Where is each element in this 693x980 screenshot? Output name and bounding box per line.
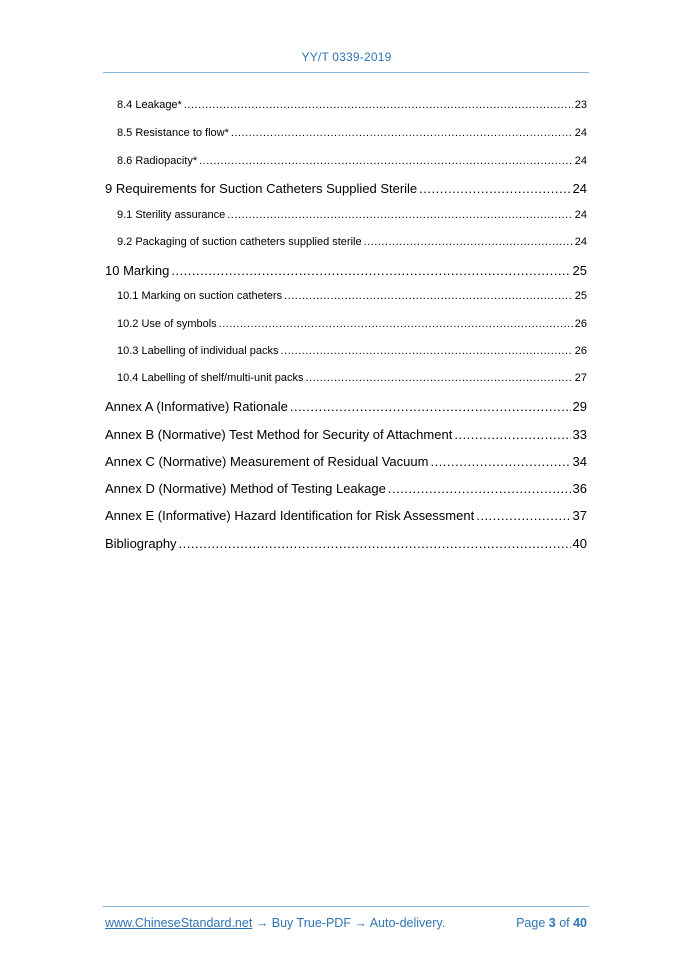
toc-entry-title: 8.4 Leakage* — [117, 99, 182, 111]
toc-entry-page: 29 — [572, 399, 587, 414]
dot-leader — [388, 481, 571, 496]
toc-entry-page: 33 — [572, 427, 587, 442]
toc-entry-title: Annex D (Normative) Method of Testing Leakage — [105, 481, 386, 496]
dot-leader — [199, 155, 573, 167]
toc-entry[interactable] — [105, 427, 587, 442]
dot-leader — [231, 127, 573, 139]
arrow-icon: → — [350, 916, 370, 930]
buy-pdf-text: Buy True-PDF — [271, 916, 351, 930]
dot-leader — [290, 399, 571, 414]
dot-leader — [179, 536, 571, 551]
toc-entry-title: 9.1 Sterility assurance — [117, 209, 226, 221]
page-number — [516, 916, 587, 930]
toc-entry[interactable] — [105, 454, 587, 469]
arrow-icon: → — [252, 916, 272, 930]
page-of: of — [555, 916, 574, 930]
footer-divider — [103, 906, 589, 907]
toc-entry[interactable] — [117, 99, 587, 111]
dot-leader — [364, 236, 573, 248]
toc-entry[interactable] — [117, 127, 587, 139]
toc-entry-page: 24 — [574, 209, 587, 221]
toc-entry[interactable] — [117, 155, 587, 167]
dot-leader — [306, 372, 573, 384]
toc-entry[interactable] — [105, 399, 587, 414]
toc-entry-title: Bibliography — [105, 536, 177, 551]
toc-entry[interactable] — [117, 290, 587, 302]
toc-entry-title: 8.5 Resistance to flow* — [117, 127, 229, 139]
toc-entry-page: 27 — [574, 372, 587, 384]
toc-entry[interactable] — [117, 372, 587, 384]
toc-entry-page: 36 — [572, 481, 587, 496]
toc-entry-page: 23 — [574, 99, 587, 111]
dot-leader — [476, 508, 570, 523]
toc-entry[interactable] — [105, 481, 587, 496]
toc-entry-page: 26 — [574, 318, 587, 330]
dot-leader — [171, 263, 570, 278]
auto-delivery-text: Auto-delivery. — [369, 916, 446, 930]
website-link[interactable]: www.ChineseStandard.net — [105, 916, 253, 930]
dot-leader — [227, 209, 573, 221]
footer-promo — [105, 916, 445, 930]
toc-entry-title: 9.2 Packaging of suction catheters supplied sterile — [117, 236, 362, 248]
toc-entry-title: Annex A (Informative) Rationale — [105, 399, 288, 414]
toc-entry-title: Annex E (Informative) Hazard Identification for Risk Assessment — [105, 508, 475, 523]
dot-leader — [454, 427, 570, 442]
dot-leader — [184, 99, 573, 111]
toc-entry-page: 25 — [572, 263, 587, 278]
toc-entry-page: 34 — [572, 454, 587, 469]
toc-entry[interactable] — [117, 209, 587, 221]
toc-entry-title: 10 Marking — [105, 263, 170, 278]
toc-entry[interactable] — [117, 318, 587, 330]
toc-entry-page: 40 — [572, 536, 587, 551]
toc-entry-title: 10.4 Labelling of shelf/multi-unit packs — [117, 372, 304, 384]
toc-entry-page: 24 — [574, 236, 587, 248]
toc-entry-title: 9 Requirements for Suction Catheters Supplied Sterile — [105, 181, 418, 196]
document-code-header: YY/T 0339-2019 — [301, 50, 392, 64]
toc-entry[interactable] — [105, 508, 587, 523]
dot-leader — [430, 454, 570, 469]
toc-entry-page: 24 — [574, 127, 587, 139]
toc-entry-title: 10.1 Marking on suction catheters — [117, 290, 283, 302]
toc-entry[interactable] — [117, 345, 587, 357]
toc-entry[interactable] — [117, 236, 587, 248]
page-label: Page — [516, 916, 549, 930]
dot-leader — [280, 345, 572, 357]
page-current: 3 — [548, 916, 556, 930]
toc-entry-title: Annex B (Normative) Test Method for Security of Attachment — [105, 427, 453, 442]
toc-entry-page: 25 — [574, 290, 587, 302]
toc-entry-page: 24 — [572, 181, 587, 196]
dot-leader — [219, 318, 573, 330]
toc-entry-page: 24 — [574, 155, 587, 167]
toc-entry-page: 37 — [572, 508, 587, 523]
toc-entry-page: 26 — [574, 345, 587, 357]
toc-entry[interactable] — [105, 536, 587, 551]
page-footer — [105, 916, 587, 930]
toc-entry-title: Annex C (Normative) Measurement of Residual Vacuum — [105, 454, 429, 469]
toc-entry[interactable] — [105, 181, 587, 196]
dot-leader — [284, 290, 573, 302]
page-total: 40 — [573, 916, 587, 930]
toc-entry-title: 10.2 Use of symbols — [117, 318, 217, 330]
toc-entry-title: 8.6 Radiopacity* — [117, 155, 198, 167]
dot-leader — [419, 181, 570, 196]
toc-entry[interactable] — [105, 263, 587, 278]
toc-entry-title: 10.3 Labelling of individual packs — [117, 345, 279, 357]
